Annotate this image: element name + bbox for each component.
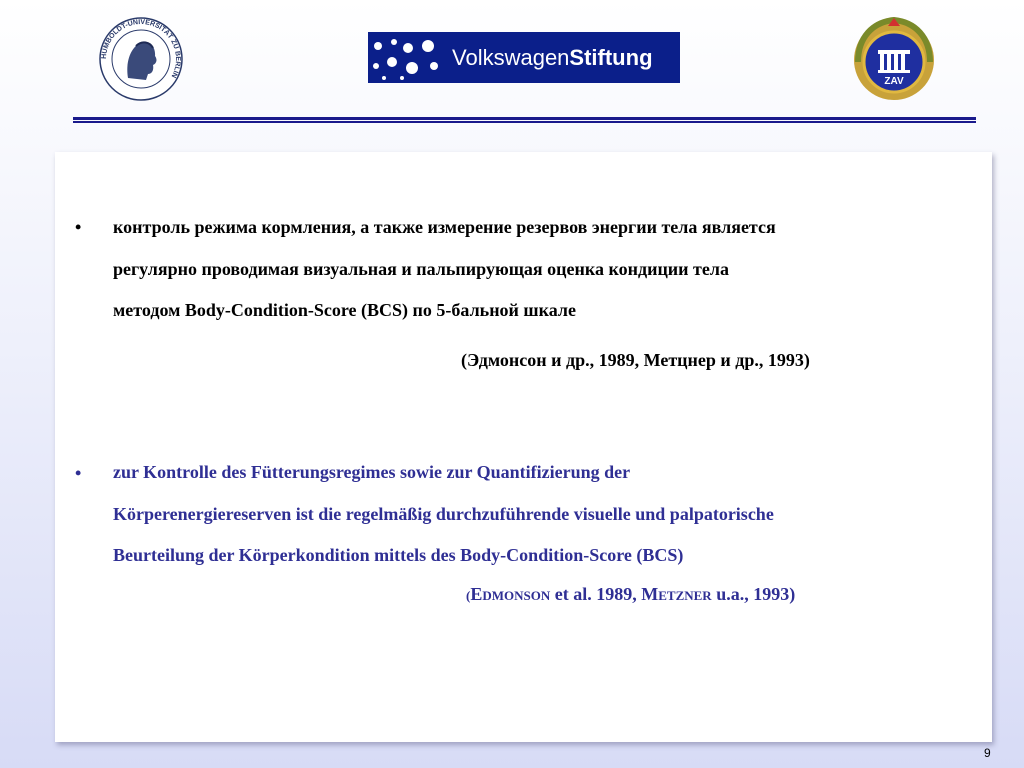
german-line-2: Körperenergiereserven ist die regelmäßig durchzuführende visuelle und palpatorische xyxy=(113,503,774,524)
russian-paragraph xyxy=(113,207,776,332)
german-line-1: zur Kontrolle des Fütterungsregimes sowie zur Quantifizierung der xyxy=(113,462,631,482)
zav-emblem-logo xyxy=(848,12,940,104)
german-citation-author1: Edmonson xyxy=(470,584,551,604)
page-number: 9 xyxy=(984,746,991,760)
german-citation-author2: Metzner xyxy=(641,584,712,604)
humboldt-university-logo xyxy=(98,16,184,102)
german-citation-open: ( xyxy=(466,588,471,603)
header-rule-thick xyxy=(73,117,976,120)
russian-line-1: контроль режима кормления, а также измерение резервов энергии тела является xyxy=(113,217,776,237)
vw-wordmark-bold: Stiftung xyxy=(569,45,653,70)
zav-label: ZAV xyxy=(884,76,904,87)
german-citation-mid: et al. 1989, xyxy=(550,584,642,604)
german-citation-end: u.a., 1993) xyxy=(711,584,796,604)
russian-line-3: методом Body-Condition-Score (BCS) по 5-бальной шкале xyxy=(113,300,576,320)
dot-pattern-icon xyxy=(368,32,448,83)
seal-ring-text: HUMBOLDT-UNIVERSITÄT ZU BERLIN xyxy=(100,18,182,79)
vw-wordmark-regular: Volkswagen xyxy=(452,45,570,70)
german-citation xyxy=(466,584,795,605)
russian-line-2: регулярно проводимая визуальная и пальпирующая оценка кондиции тела xyxy=(113,258,729,279)
volkswagen-stiftung-logo xyxy=(368,32,680,83)
german-paragraph xyxy=(113,452,774,577)
header-rule-thin xyxy=(73,121,976,123)
russian-citation: (Эдмонсон и др., 1989, Метцнер и др., 1993) xyxy=(461,350,810,370)
german-line-3: Beurteilung der Körperkondition mittels des Body-Condition-Score (BCS) xyxy=(113,545,684,565)
vw-wordmark xyxy=(452,32,653,83)
bullet-german: • xyxy=(75,463,82,483)
bullet-russian: • xyxy=(75,217,82,237)
